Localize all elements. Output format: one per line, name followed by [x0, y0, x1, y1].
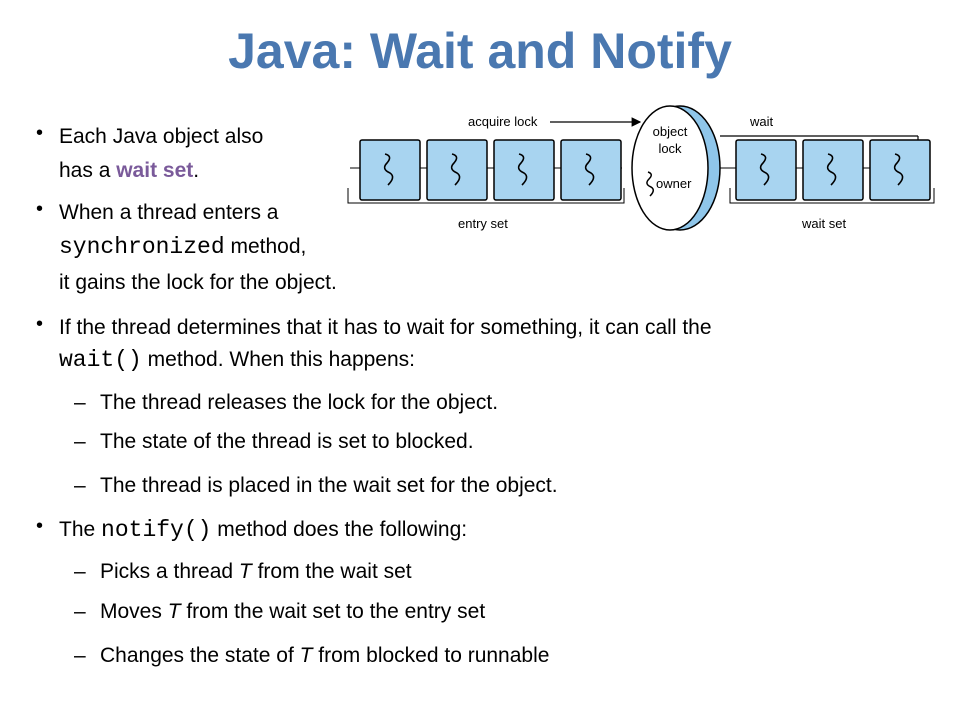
sub-item-text: The thread is placed in the wait set for the object.: [100, 474, 558, 497]
sub-item-text: The state of the thread is set to blocked.: [100, 430, 474, 453]
thread-box: [561, 140, 621, 200]
monitor-diagram: [338, 100, 938, 240]
bullet-2-line-2: synchronized method,: [59, 234, 307, 260]
bullet-3-line-2: wait() method. When this happens:: [59, 347, 415, 373]
dash-symbol: –: [74, 600, 86, 623]
lock-label: lock: [658, 141, 682, 156]
owner-label: owner: [656, 176, 692, 191]
bullet-1-line-2: has a wait set.: [59, 159, 200, 182]
code-wait: wait(): [59, 347, 142, 373]
wait-label: wait: [750, 114, 774, 129]
slide-title: Java: Wait and Notify: [228, 23, 732, 79]
bullet-2-line-3: it gains the lock for the object.: [59, 271, 337, 294]
bullet-2-line-1: When a thread enters a: [59, 201, 279, 224]
thread-box: [494, 140, 554, 200]
sub-item-text: Picks a thread T from the wait set: [100, 560, 412, 583]
object-lock: [632, 106, 720, 230]
code-synchronized: synchronized: [59, 234, 225, 260]
bullet-symbol: •: [36, 313, 44, 335]
bullet-4-line-1: The notify() method does the following:: [59, 517, 468, 543]
bullet-symbol: •: [36, 198, 44, 220]
bullet-1-line-1: Each Java object also: [59, 125, 264, 148]
bullet-symbol: •: [36, 515, 44, 537]
dash-symbol: –: [74, 644, 86, 667]
sub-item-text: Changes the state of T from blocked to runnable: [100, 644, 550, 667]
thread-box: [427, 140, 487, 200]
object-label: object: [652, 124, 688, 139]
wait-set-emphasis: wait set: [116, 159, 194, 182]
bullet-symbol: •: [36, 122, 44, 144]
thread-box: [870, 140, 930, 200]
sub-item-text: The thread releases the lock for the object.: [100, 391, 499, 414]
entry-set-threads: [350, 140, 622, 200]
thread-box: [736, 140, 796, 200]
wait-set-label: wait set: [802, 216, 847, 231]
acquire-lock-label: acquire lock: [468, 114, 538, 129]
dash-symbol: –: [74, 430, 86, 453]
dash-symbol: –: [74, 560, 86, 583]
dash-symbol: –: [74, 391, 86, 414]
code-notify: notify(): [101, 517, 212, 543]
thread-box: [360, 140, 420, 200]
thread-box: [803, 140, 863, 200]
bullet-3-line-1: If the thread determines that it has to wait for something, it can call the: [59, 316, 712, 339]
sub-item-text: Moves T from the wait set to the entry set: [100, 600, 486, 623]
entry-set-label: entry set: [458, 216, 508, 231]
dash-symbol: –: [74, 474, 86, 497]
wait-set-threads: [720, 140, 930, 200]
